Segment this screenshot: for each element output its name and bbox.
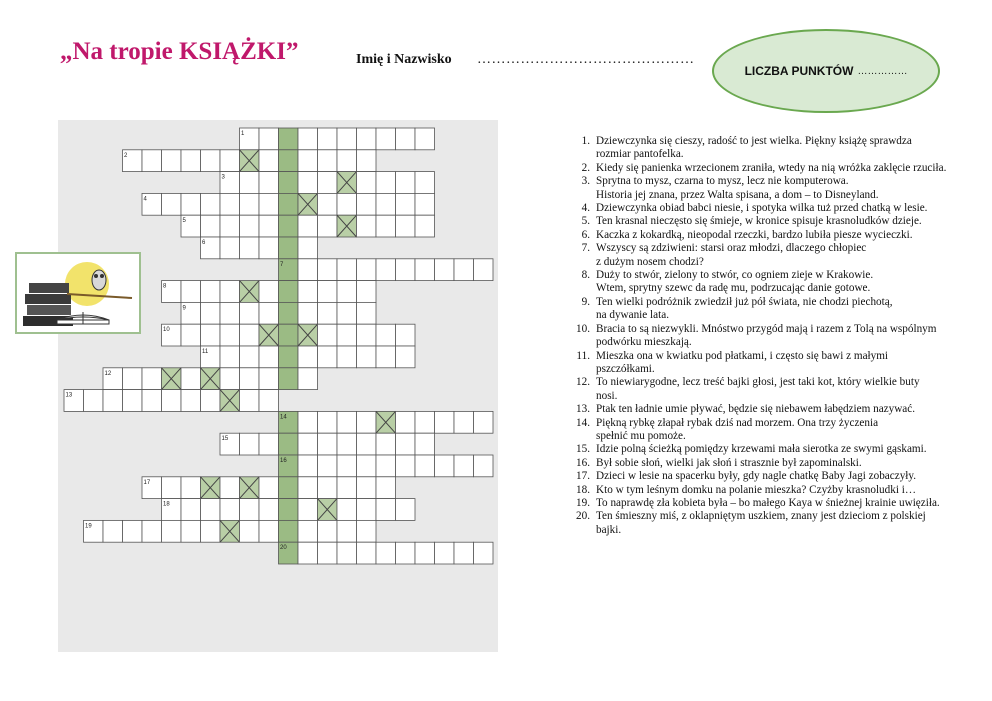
answer-cell[interactable] [337,259,357,281]
answer-cell[interactable] [298,237,318,259]
answer-cell[interactable] [201,499,221,521]
answer-cell[interactable] [298,368,318,390]
answer-cell[interactable] [259,281,279,303]
answer-cell[interactable] [318,259,338,281]
row-number-label: 14 [280,414,287,421]
name-field[interactable]: ……………………………………… [477,52,695,67]
password-cell[interactable] [279,193,299,215]
row-number-label: 17 [143,479,151,486]
answer-cell[interactable] [415,411,435,433]
password-cell[interactable] [279,281,299,303]
answer-cell[interactable] [396,411,416,433]
clue-number: 19. [576,496,590,509]
answer-cell[interactable] [318,193,338,215]
answer-cell[interactable] [357,411,377,433]
password-cell[interactable] [279,368,299,390]
answer-cell[interactable] [298,499,318,521]
clue-item [560,417,970,444]
answer-cell[interactable] [415,193,435,215]
clue-text: Sprytna to mysz, czarna to mysz, lecz nie komputerowa. Historia jej znana, przez Walta spisana, a dom – to Disneyland. [596,175,879,201]
crossword-grid [58,120,498,652]
clue-text: Dziewczynka obiad babci niesie, i spotyka wilka tuż przed chatką w lesie. [596,202,928,215]
answer-cell[interactable] [201,390,221,412]
answer-cell[interactable] [220,346,240,368]
answer-cell[interactable] [162,193,182,215]
clue-item [560,484,970,497]
answer-cell[interactable] [337,324,357,346]
answer-cell[interactable] [357,193,377,215]
clue-item [560,510,970,537]
clue-item [560,497,970,510]
answer-cell[interactable] [415,433,435,455]
password-cell[interactable] [279,433,299,455]
answer-cell[interactable] [259,346,279,368]
clue-text: Ten śmieszny miś, z oklapniętym uszkiem, znany jest dzieciom z polskiej bajki. [596,510,926,536]
row-number-label: 13 [65,392,73,399]
answer-cell[interactable] [396,128,416,150]
password-cell[interactable] [279,172,299,194]
answer-cell[interactable] [259,433,279,455]
answer-cell[interactable] [220,237,240,259]
clue-item [560,135,970,162]
book-owl-illustration-icon [15,252,141,334]
answer-cell[interactable] [376,172,396,194]
answer-cell[interactable] [298,411,318,433]
clue-item [560,403,970,416]
clue-item [560,296,970,323]
answer-cell[interactable] [298,172,318,194]
answer-cell[interactable] [142,520,162,542]
password-cell[interactable] [279,520,299,542]
password-cell[interactable] [279,215,299,237]
clue-number: 4. [581,202,590,215]
answer-cell[interactable] [337,346,357,368]
answer-cell[interactable] [435,259,455,281]
clue-number: 13. [576,403,590,416]
answer-cell[interactable] [318,477,338,499]
answer-cell[interactable] [318,346,338,368]
answer-cell[interactable] [259,499,279,521]
clue-number: 3. [581,175,590,188]
answer-cell[interactable] [240,433,260,455]
answer-cell[interactable] [357,346,377,368]
answer-cell[interactable] [103,390,123,412]
password-cell[interactable] [279,302,299,324]
row-number-label: 16 [280,458,287,464]
answer-cell[interactable] [259,237,279,259]
answer-cell[interactable] [181,281,201,303]
clue-number: 9. [581,295,590,308]
answer-cell[interactable] [298,150,318,172]
clue-text: To naprawdę zła kobieta była – bo małego Kaya w śnieżnej krainie uwięziła. [596,496,940,509]
answer-cell[interactable] [181,368,201,390]
answer-cell[interactable] [357,172,377,194]
answer-cell[interactable] [298,215,318,237]
clue-number: 6. [581,228,590,241]
clue-text: Mieszka ona w kwiatku pod płatkami, i często się bawi z małymi pszczółkami. [596,349,889,375]
answer-cell[interactable] [337,477,357,499]
answer-cell[interactable] [240,390,260,412]
answer-cell[interactable] [142,368,162,390]
answer-cell[interactable] [181,499,201,521]
answer-cell[interactable] [357,542,377,564]
answer-cell[interactable] [337,281,357,303]
answer-cell[interactable] [181,520,201,542]
clue-number: 20. [576,510,590,523]
answer-cell[interactable] [181,390,201,412]
clue-number: 14. [576,416,590,429]
clue-text: Kiedy się panienka wrzecionem zraniła, wtedy na nią wróżka zaklęcie rzuciła. [596,161,947,174]
answer-cell[interactable] [259,302,279,324]
answer-cell[interactable] [201,520,221,542]
answer-cell[interactable] [357,520,377,542]
clue-item [560,350,970,377]
answer-cell[interactable] [454,455,474,477]
answer-cell[interactable] [240,324,260,346]
answer-cell[interactable] [396,433,416,455]
clue-text: Kto w tym leśnym domku na polanie mieszka? Czyżby krasnoludki i… [596,483,917,496]
answer-cell[interactable] [298,302,318,324]
answer-cell[interactable] [240,499,260,521]
answer-cell[interactable] [396,499,416,521]
row-number-label: 9 [182,305,186,312]
answer-cell[interactable] [454,411,474,433]
score-label: LICZBA PUNKTÓW [744,64,854,78]
clue-item [560,175,970,202]
clue-text: Piękną rybkę złapał rybak dziś nad morzem. Ona trzy życzenia spełnić mu pomoże. [596,416,879,442]
answer-cell[interactable] [220,324,240,346]
answer-cell[interactable] [259,193,279,215]
answer-cell[interactable] [298,128,318,150]
answer-cell[interactable] [357,281,377,303]
clue-number: 15. [576,443,590,456]
password-cell[interactable] [279,237,299,259]
answer-cell[interactable] [357,302,377,324]
answer-cell[interactable] [337,128,357,150]
answer-cell[interactable] [415,128,435,150]
answer-cell[interactable] [201,281,221,303]
clue-item [560,269,970,296]
answer-cell[interactable] [376,215,396,237]
answer-cell[interactable] [357,433,377,455]
answer-cell[interactable] [337,499,357,521]
answer-cell[interactable] [181,324,201,346]
row-number-label: 12 [104,370,112,377]
answer-cell[interactable] [474,455,494,477]
clue-number: 10. [576,322,590,335]
answer-cell[interactable] [259,128,279,150]
row-number-label: 7 [280,261,284,268]
score-field[interactable]: …………… [857,65,908,77]
answer-cell[interactable] [240,215,260,237]
clue-item [560,202,970,215]
clue-text: Bracia to są niezwykli. Mnóstwo przygód mają i razem z Tolą na wspólnym podwórku mieszkają. [596,322,937,349]
answer-cell[interactable] [357,455,377,477]
answer-cell[interactable] [357,499,377,521]
answer-cell[interactable] [357,477,377,499]
row-number-label: 4 [143,196,147,203]
answer-cell[interactable] [220,215,240,237]
clue-item [560,215,970,228]
answer-cell[interactable] [103,520,123,542]
answer-cell[interactable] [240,368,260,390]
answer-cell[interactable] [220,477,240,499]
answer-cell[interactable] [220,281,240,303]
answer-cell[interactable] [357,259,377,281]
answer-cell[interactable] [123,520,143,542]
clue-text: Idzie polną ścieżką pomiędzy krzewami mała sierotka ze swymi gąskami. [596,443,927,456]
row-number-label: 3 [221,174,225,181]
clue-number: 8. [581,269,590,282]
answer-cell[interactable] [162,520,182,542]
answer-cell[interactable] [435,542,455,564]
name-label: Imię i Nazwisko [356,52,452,67]
answer-cell[interactable] [337,520,357,542]
answer-cell[interactable] [396,259,416,281]
password-cell[interactable] [279,499,299,521]
answer-cell[interactable] [454,542,474,564]
answer-cell[interactable] [318,411,338,433]
clue-text: Ptak ten ładnie umie pływać, będzie się niebawem łabędziem nazywać. [596,403,916,416]
answer-cell[interactable] [318,433,338,455]
password-cell[interactable] [279,150,299,172]
answer-cell[interactable] [142,390,162,412]
page-title: „Na tropie KSIĄŻKI” [60,38,299,65]
password-cell[interactable] [279,128,299,150]
answer-cell[interactable] [201,302,221,324]
answer-cell[interactable] [454,259,474,281]
answer-cell[interactable] [181,477,201,499]
answer-cell[interactable] [259,150,279,172]
answer-cell[interactable] [220,302,240,324]
answer-cell[interactable] [318,281,338,303]
answer-cell[interactable] [201,324,221,346]
answer-cell[interactable] [298,259,318,281]
answer-cell[interactable] [337,302,357,324]
clue-text: Duży to stwór, zielony to stwór, co ogniem zieje w Krakowie. Wtem, sprytny szewc da radę mu, podrzucając danie gotowe. [596,269,874,295]
answer-cell[interactable] [337,150,357,172]
clue-list [560,135,970,537]
answer-cell[interactable] [220,368,240,390]
clue-text: Dziewczynka się cieszy, radość to jest wielka. Piękny książę sprawdza rozmiar pantofelka. [596,135,912,161]
answer-cell[interactable] [220,150,240,172]
clue-item [560,470,970,483]
answer-cell[interactable] [415,455,435,477]
answer-cell[interactable] [240,172,260,194]
answer-cell[interactable] [396,542,416,564]
answer-cell[interactable] [298,477,318,499]
answer-cell[interactable] [396,193,416,215]
answer-cell[interactable] [357,324,377,346]
clue-item [560,376,970,403]
answer-cell[interactable] [376,193,396,215]
answer-cell[interactable] [415,172,435,194]
answer-cell[interactable] [240,346,260,368]
clue-number: 11. [576,349,590,362]
answer-cell[interactable] [376,455,396,477]
row-number-label: 5 [182,218,186,225]
clue-number: 16. [576,456,590,469]
answer-cell[interactable] [84,390,104,412]
answer-cell[interactable] [318,324,338,346]
answer-cell[interactable] [376,433,396,455]
answer-cell[interactable] [376,128,396,150]
answer-cell[interactable] [435,455,455,477]
clue-text: Kaczka z kokardką, nieopodal rzeczki, bardzo lubiła piesze wycieczki. [596,228,913,241]
answer-cell[interactable] [181,193,201,215]
answer-cell[interactable] [259,520,279,542]
answer-cell[interactable] [259,390,279,412]
answer-cell[interactable] [298,542,318,564]
answer-cell[interactable] [337,433,357,455]
answer-cell[interactable] [318,542,338,564]
clue-item [560,162,970,175]
answer-cell[interactable] [376,346,396,368]
answer-cell[interactable] [298,455,318,477]
password-cell[interactable] [279,477,299,499]
answer-cell[interactable] [318,128,338,150]
clue-number: 12. [576,376,590,389]
row-number-label: 15 [221,436,229,443]
answer-cell[interactable] [201,150,221,172]
password-cell[interactable] [279,324,299,346]
answer-cell[interactable] [376,542,396,564]
clue-number: 7. [581,242,590,255]
clue-text: Dzieci w lesie na spacerku były, gdy nagle chatkę Baby Jagi zobaczyły. [596,470,917,483]
answer-cell[interactable] [240,302,260,324]
answer-cell[interactable] [337,193,357,215]
answer-cell[interactable] [318,150,338,172]
answer-cell[interactable] [162,477,182,499]
answer-cell[interactable] [396,215,416,237]
answer-cell[interactable] [337,411,357,433]
answer-cell[interactable] [376,477,396,499]
answer-cell[interactable] [259,215,279,237]
answer-cell[interactable] [240,193,260,215]
clue-number: 18. [576,483,590,496]
row-number-label: 11 [202,349,209,355]
clue-number: 5. [581,215,590,228]
answer-cell[interactable] [318,172,338,194]
row-number-label: 2 [124,152,128,159]
row-number-label: 10 [163,327,170,334]
answer-cell[interactable] [435,411,455,433]
clue-item [560,242,970,269]
answer-cell[interactable] [376,259,396,281]
clue-item [560,323,970,350]
clue-number: 2. [581,161,590,174]
answer-cell[interactable] [259,368,279,390]
answer-cell[interactable] [415,542,435,564]
answer-cell[interactable] [415,259,435,281]
score-box [712,29,940,113]
clue-item [560,457,970,470]
row-number-label: 20 [280,545,287,552]
answer-cell[interactable] [474,411,494,433]
answer-cell[interactable] [415,215,435,237]
clue-text: Wszyscy są zdziwieni: starsi oraz młodzi, dlaczego chłopiec z dużym nosem chodzi? [596,242,867,268]
answer-cell[interactable] [240,237,260,259]
answer-cell[interactable] [357,128,377,150]
clue-item [560,443,970,456]
answer-cell[interactable] [396,172,416,194]
answer-cell[interactable] [298,433,318,455]
answer-cell[interactable] [318,455,338,477]
password-cell[interactable] [279,346,299,368]
answer-cell[interactable] [298,520,318,542]
row-number-label: 8 [163,283,167,290]
clue-text: Ten krasnal nieczęsto się śmieje, w kronice spisuje krasnoludków dzieje. [596,215,922,228]
answer-cell[interactable] [337,455,357,477]
answer-cell[interactable] [123,368,143,390]
answer-cell[interactable] [298,346,318,368]
answer-cell[interactable] [357,215,377,237]
clue-text: Ten wielki podróżnik zwiedził już pół świata, nie chodzi piechotą, na dywanie lata. [596,295,893,322]
answer-cell[interactable] [220,193,240,215]
answer-cell[interactable] [201,215,221,237]
answer-cell[interactable] [162,390,182,412]
answer-cell[interactable] [123,390,143,412]
answer-cell[interactable] [181,150,201,172]
clue-number: 1. [581,135,590,147]
answer-cell[interactable] [376,499,396,521]
answer-cell[interactable] [220,499,240,521]
answer-cell[interactable] [240,520,260,542]
answer-cell[interactable] [318,215,338,237]
row-number-label: 6 [202,240,206,246]
answer-cell[interactable] [357,150,377,172]
answer-cell[interactable] [201,193,221,215]
answer-cell[interactable] [474,542,494,564]
answer-cell[interactable] [318,520,338,542]
answer-cell[interactable] [337,542,357,564]
clue-item [560,229,970,242]
answer-cell[interactable] [318,302,338,324]
clue-text: Był sobie słoń, wielki jak słoń i strasznie był zapominalski. [596,456,862,469]
row-number-label: 19 [85,523,92,530]
answer-cell[interactable] [259,477,279,499]
answer-cell[interactable] [396,455,416,477]
answer-cell[interactable] [259,172,279,194]
answer-cell[interactable] [162,150,182,172]
row-number-label: 18 [163,501,170,508]
answer-cell[interactable] [298,281,318,303]
answer-cell[interactable] [396,346,416,368]
answer-cell[interactable] [474,259,494,281]
answer-cell[interactable] [376,324,396,346]
row-number-label: 1 [241,131,245,137]
answer-cell[interactable] [396,324,416,346]
answer-cell[interactable] [142,150,162,172]
clue-text: To niewiarygodne, lecz treść bajki głosi, jest taki kot, który wielkie buty nosi. [596,376,920,402]
clue-number: 17. [576,470,590,483]
